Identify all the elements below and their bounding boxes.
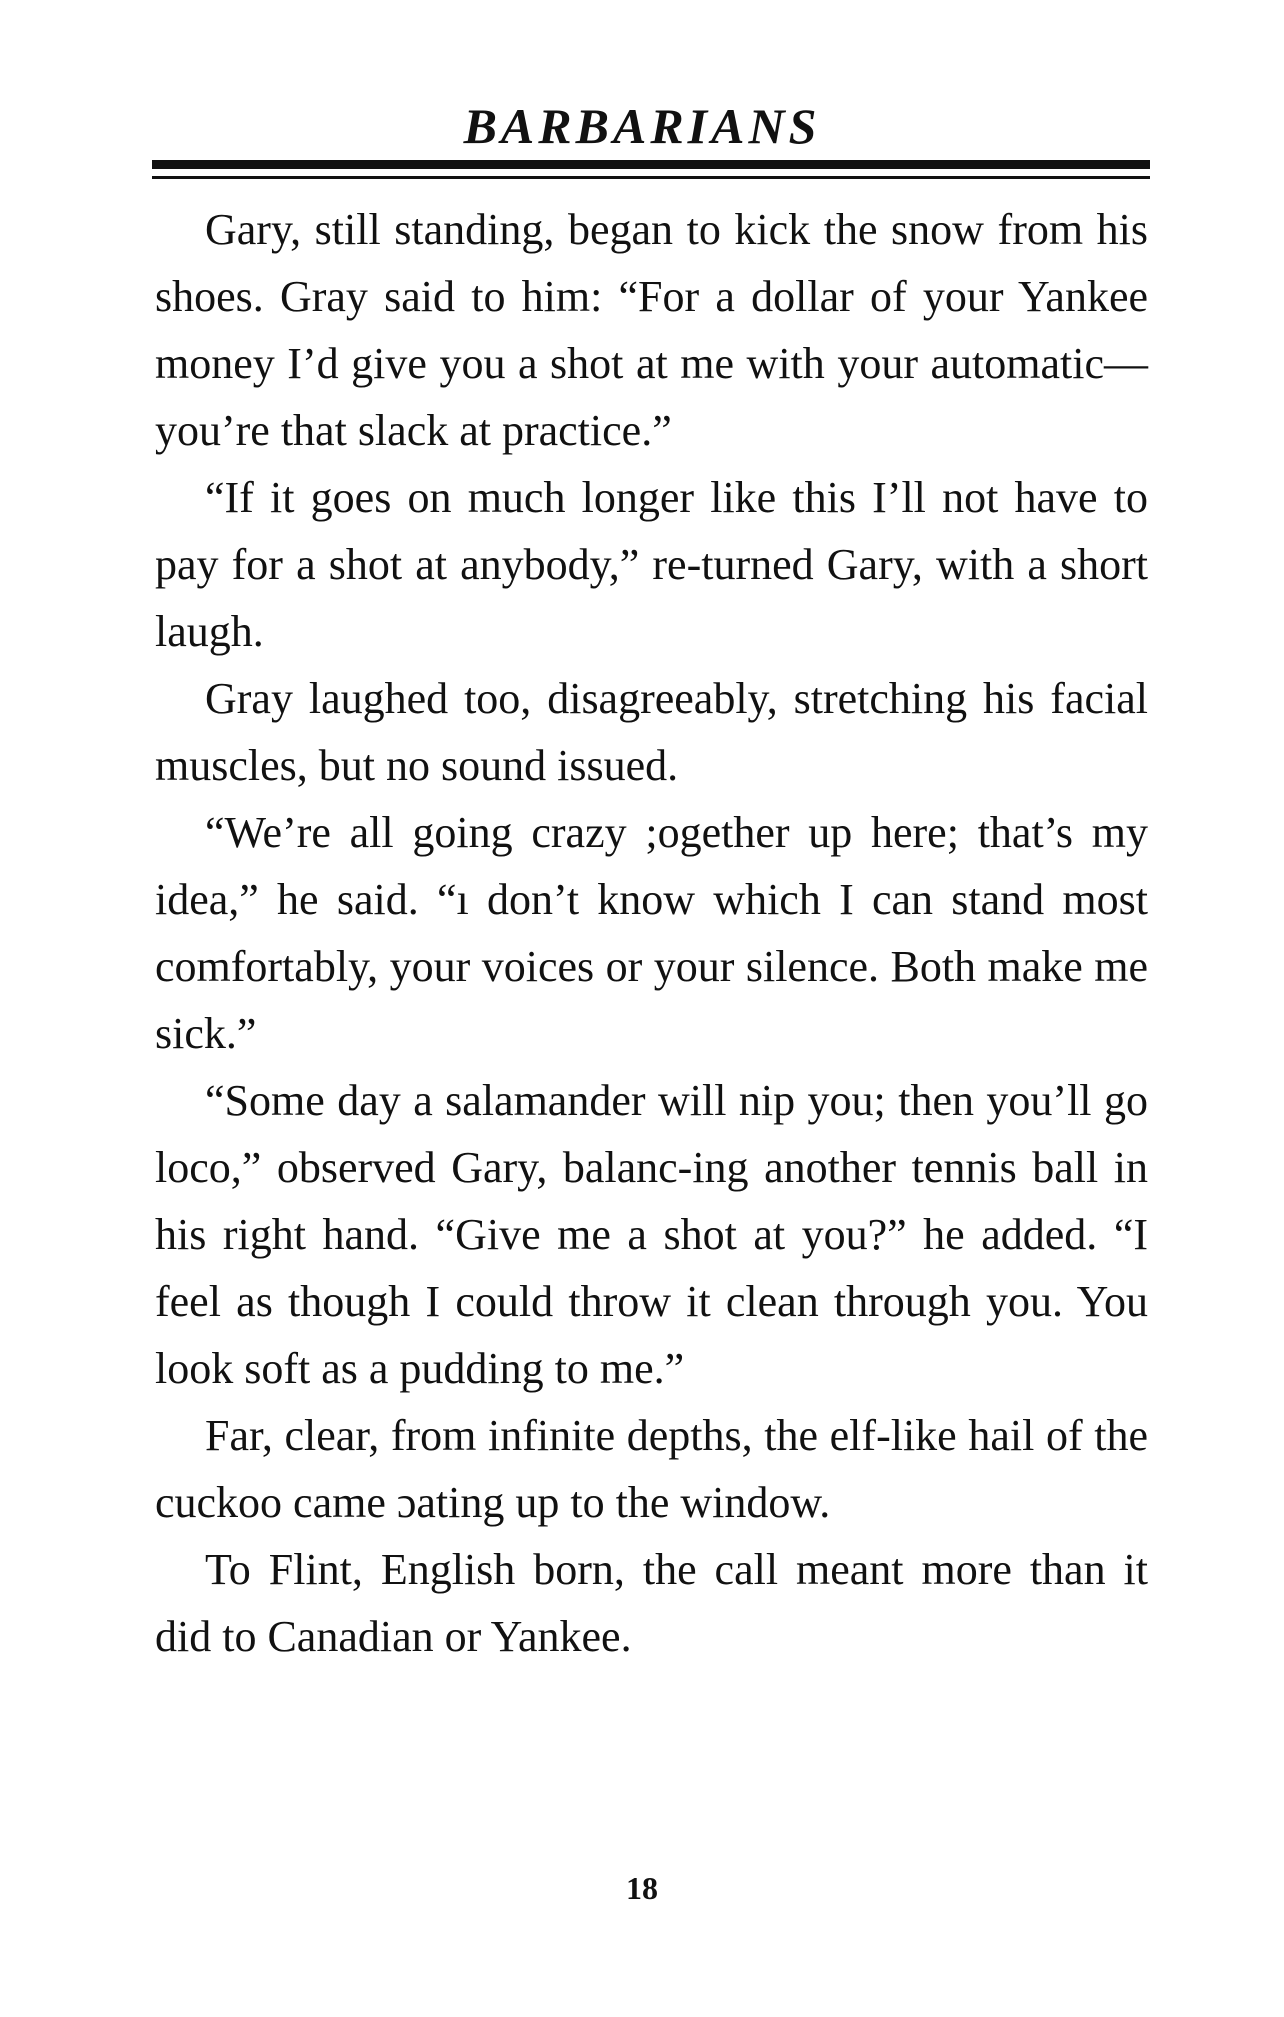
header-rule-thick <box>152 160 1150 169</box>
paragraph: Far, clear, from infinite depths, the elf-like hail of the cuckoo came ɔating up to the window. <box>155 1411 1148 1527</box>
body-text <box>155 196 1148 1670</box>
paragraph: “Some day a salamander will nip you; then you’ll go loco,” observed Gary, balanc-ing another tennis ball in his right hand. “Give me a shot at you?” he added. “I feel as though I could throw it clean through you. You look soft as a pudding to me.” <box>155 1076 1148 1393</box>
paragraph: Gray laughed too, disagreeably, stretching his facial muscles, but no sound issued. <box>155 674 1148 790</box>
page-number: 18 <box>626 1870 658 1906</box>
running-title: BARBARIANS <box>463 98 821 154</box>
paragraph: “If it goes on much longer like this I’ll not have to pay for a shot at anybody,” re-turned Gary, with a short laugh. <box>155 473 1148 656</box>
paragraph: To Flint, English born, the call meant more than it did to Canadian or Yankee. <box>155 1545 1148 1661</box>
header-rule-thin <box>152 176 1150 179</box>
paragraph: Gary, still standing, began to kick the snow from his shoes. Gray said to him: “For a dollar of your Yankee money I’d give you a shot at me with your automatic—you’re that slack at practice.” <box>155 205 1148 455</box>
paragraph: “We’re all going crazy ;ogether up here; that’s my idea,” he said. “ı don’t know which I can stand most comfortably, your voices or your silence. Both make me sick.” <box>155 808 1148 1058</box>
